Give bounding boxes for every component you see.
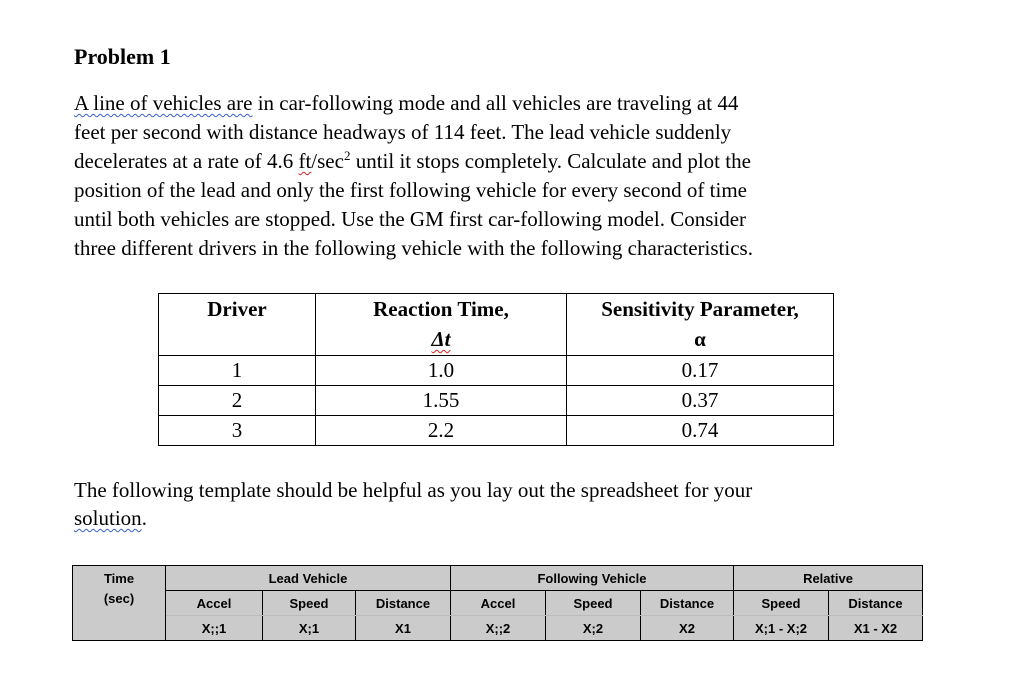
cell-text: Speed (263, 591, 356, 616)
header-sensitivity (567, 294, 834, 356)
cell-text: 3 (159, 416, 316, 446)
time-unit: (sec) (73, 591, 166, 616)
cell-text: Speed (546, 591, 641, 616)
cell-text: Distance (829, 591, 923, 616)
cell-text: ft (298, 149, 312, 173)
cell-text: 0.17 (567, 356, 834, 386)
cell-text: Distance (641, 591, 734, 616)
line-1 (74, 89, 974, 118)
cell-text: 2.2 (316, 416, 567, 446)
cell-text: Sensitivity Parameter, (601, 297, 799, 321)
cell-text: X;1 (263, 616, 356, 641)
cell-text: 1.55 (316, 386, 567, 416)
cell-text: X2 (641, 616, 734, 641)
table-header-row (159, 294, 834, 356)
cell-text: solution (74, 506, 142, 530)
cell-text: until it stops completely. Calculate and plot the (350, 149, 751, 173)
cell-text: Accel (451, 591, 546, 616)
line-5: until both vehicles are stopped. Use the GM first car-following model. Consider (74, 207, 747, 231)
table-row (159, 356, 834, 386)
cell-text: 2 (343, 148, 351, 163)
relative-header: Relative (734, 566, 923, 591)
line-6: three different drivers in the following vehicle with the following characteristics. (74, 236, 753, 260)
line-2: feet per second with distance headways of 114 feet. The lead vehicle suddenly (74, 120, 732, 144)
following-vehicle-header: Following Vehicle (451, 566, 734, 591)
column-header-row (73, 591, 923, 616)
cell-text: Δt (431, 327, 451, 351)
drivers-table (158, 293, 834, 446)
cell-text: X1 (356, 616, 451, 641)
spreadsheet-template-table (72, 565, 923, 641)
cell-text: 0.74 (567, 416, 834, 446)
header-reaction-time (316, 294, 567, 356)
template-intro (74, 476, 752, 532)
cell-text: . (141, 506, 147, 530)
table-row (159, 416, 834, 446)
table-row (159, 386, 834, 416)
line-4: position of the lead and only the first following vehicle for every second of time (74, 178, 747, 202)
cell-text: 1 (159, 356, 316, 386)
cell-text: /sec (311, 149, 344, 173)
cell-text: X1 - X2 (829, 616, 923, 641)
cell-text: 0.37 (567, 386, 834, 416)
cell-text: Driver (207, 297, 267, 321)
time-header: Time (73, 566, 166, 591)
problem-title: Problem 1 (74, 44, 171, 69)
cell-text: The following template should be helpful as you lay out the spreadsheet for your (74, 478, 753, 502)
cell-text: A line of vehicles are (74, 91, 253, 115)
cell-text: decelerates at a rate of 4.6 (74, 149, 299, 173)
cell-text: X;1 - X;2 (734, 616, 829, 641)
lead-vehicle-header: Lead Vehicle (166, 566, 451, 591)
problem-statement (74, 89, 974, 263)
cell-text: Reaction Time, (373, 297, 509, 321)
header-driver (159, 294, 316, 356)
cell-text: 1.0 (316, 356, 567, 386)
cell-text: X;2 (546, 616, 641, 641)
cell-text: 2 (159, 386, 316, 416)
cell-text: X;;1 (166, 616, 263, 641)
cell-text: Accel (166, 591, 263, 616)
group-header-row (73, 566, 923, 591)
cell-text: Speed (734, 591, 829, 616)
line-3 (74, 147, 974, 176)
cell-text: Distance (356, 591, 451, 616)
symbol-row (73, 616, 923, 641)
cell-text: α (694, 327, 706, 351)
cell-text: X;;2 (451, 616, 546, 641)
cell-text: in car-following mode and all vehicles are traveling at 44 (252, 91, 739, 115)
